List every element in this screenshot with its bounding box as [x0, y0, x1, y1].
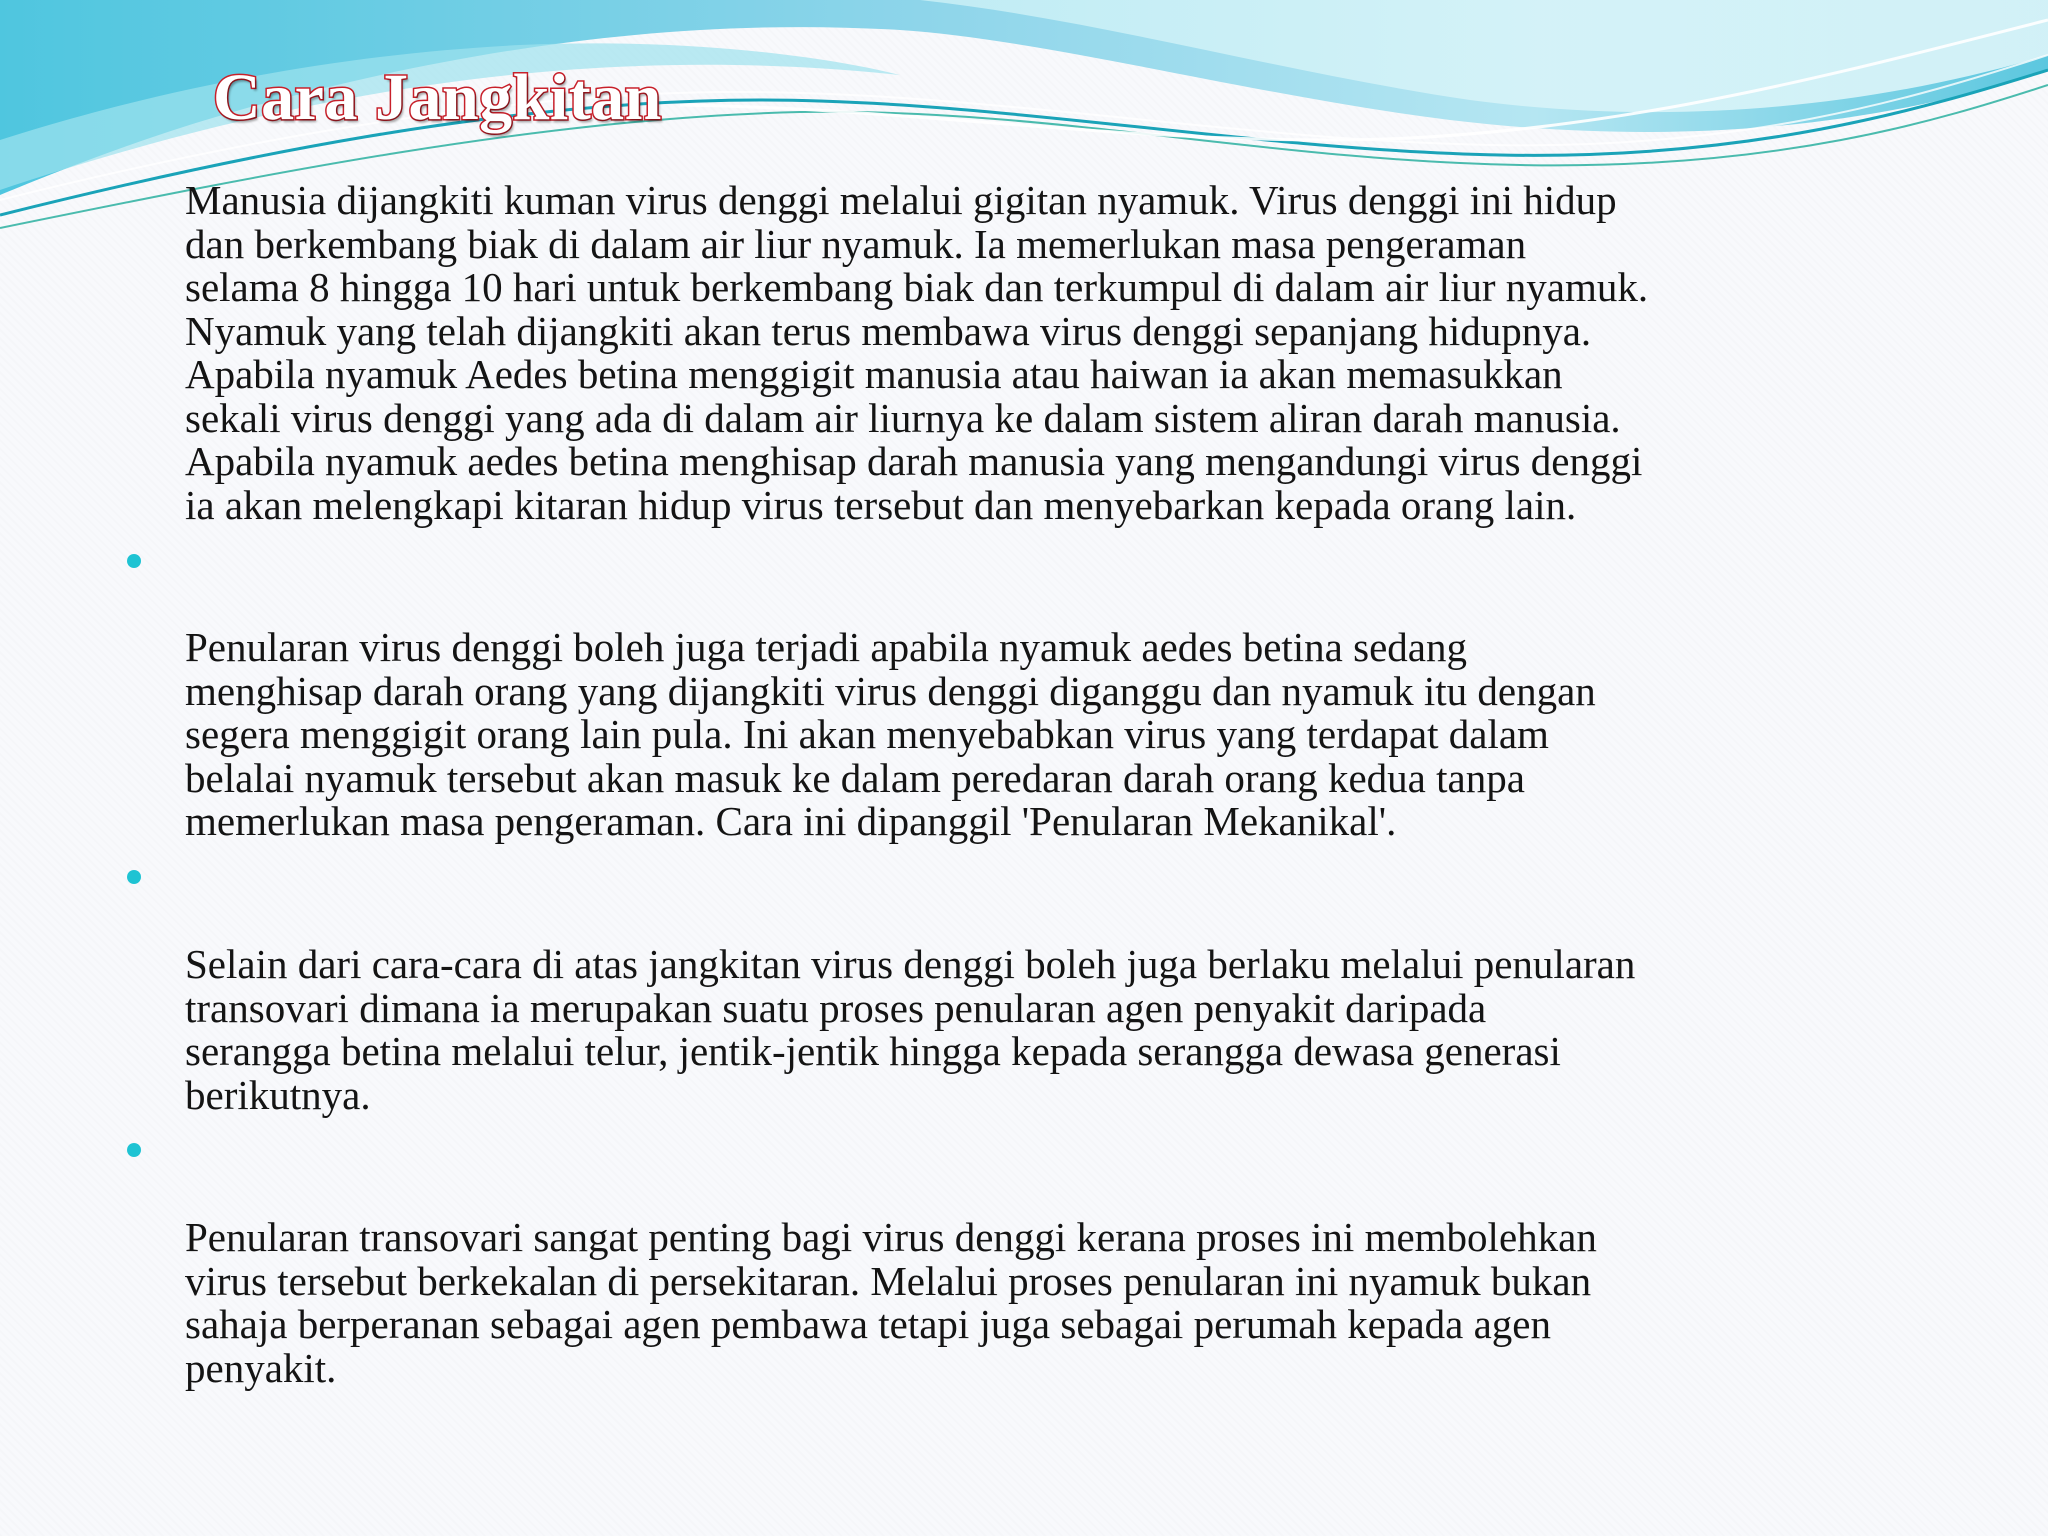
paragraph-3: Selain dari cara-cara di atas jangkitan virus denggi boleh juga berlaku melalui penularan transovari dimana ia merupakan suatu proses penularan agen penyakit daripada serangga betina melalui telur, jentik-jentik hingga kepada serangga dewasa generasi berikutnya.	[185, 941, 1636, 1118]
paragraph-2: Penularan virus denggi boleh juga terjadi apabila nyamuk aedes betina sedang menghisap darah orang yang dijangkiti virus denggi diganggu dan nyamuk itu dengan segera menggigit orang lain pula. Ini akan menyebabkan virus yang terdapat dalam belalai nyamuk tersebut akan masuk ke dalam peredaran darah orang kedua tanpa memerlukan masa pengeraman. Cara ini dipanggil 'Penularan Mekanikal'.	[185, 624, 1596, 844]
bullet-3	[127, 1143, 141, 1157]
paragraph-1: Manusia dijangkiti kuman virus denggi melalui gigitan nyamuk. Virus denggi ini hidup dan berkembang biak di dalam air liur nyamuk. Ia memerlukan masa pengeraman selama 8 hingga 10 hari untuk berkembang biak dan terkumpul di dalam air liur nyamuk. Nyamuk yang telah dijangkiti akan terus membawa virus denggi sepanjang hidupnya. Apabila nyamuk Aedes betina menggigit manusia atau haiwan ia akan memasukkan sekali virus denggi yang ada di dalam air liurnya ke dalam sistem aliran darah manusia. Apabila nyamuk aedes betina menghisap darah manusia yang mengandungi virus denggi ia akan melengkapi kitaran hidup virus tersebut dan menyebarkan kepada orang lain.	[185, 177, 1649, 528]
bullet-1	[127, 554, 141, 568]
bullet-2	[127, 870, 141, 884]
slide-title: Cara Jangkitan	[213, 61, 662, 134]
paragraph-4: Penularan transovari sangat penting bagi virus denggi kerana proses ini membolehkan virus tersebut berkekalan di persekitaran. Melalui proses penularan ini nyamuk bukan sahaja berperanan sebagai agen pembawa tetapi juga sebagai perumah kepada agen penyakit.	[185, 1214, 1597, 1391]
